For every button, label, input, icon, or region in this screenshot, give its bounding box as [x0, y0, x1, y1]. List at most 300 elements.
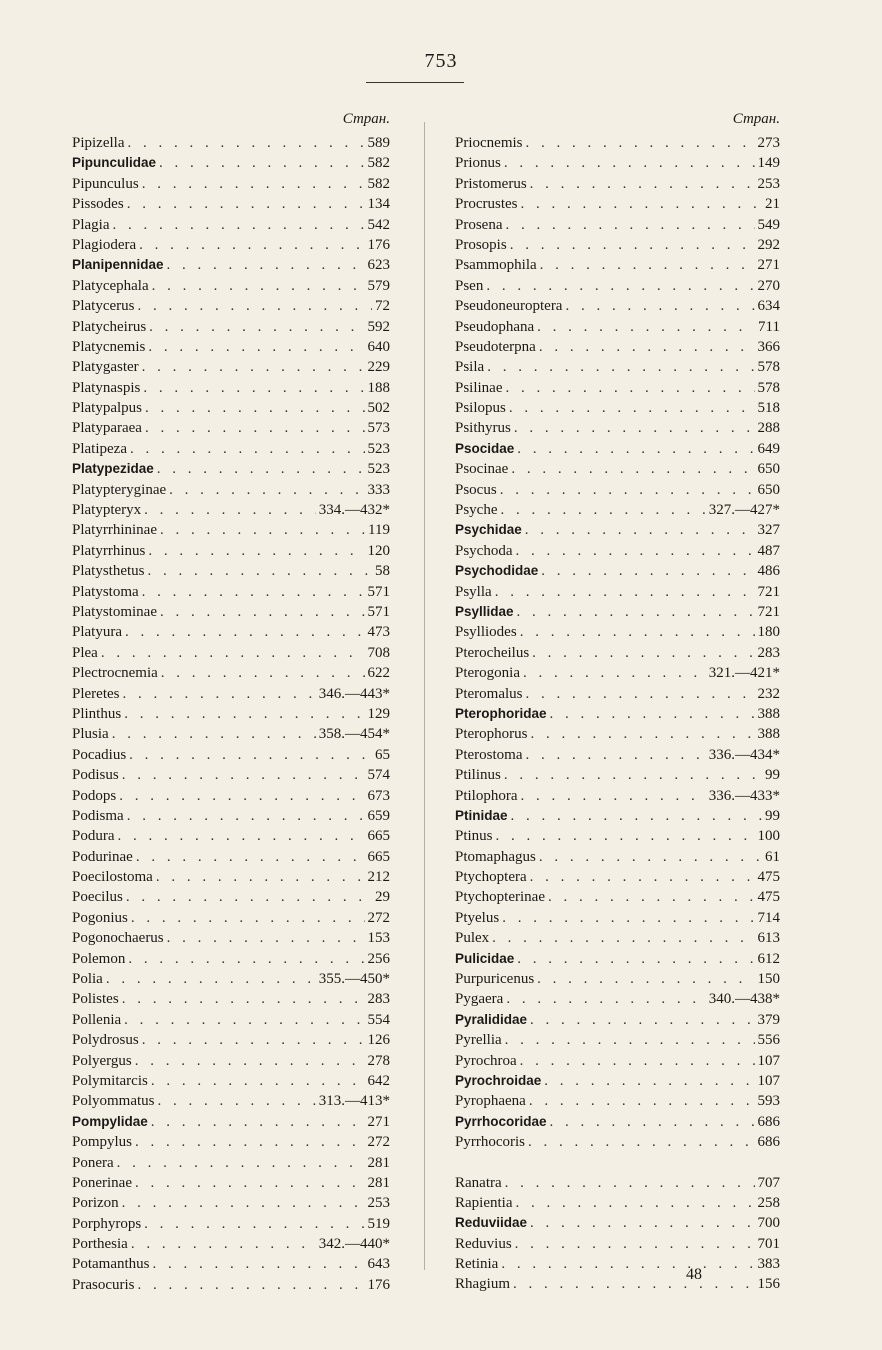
entry-name: Pyralididae [455, 1011, 528, 1027]
entry-name: Psen [455, 277, 484, 294]
dot-leader [126, 887, 372, 907]
entry-name: Pyrophaena [455, 1093, 526, 1110]
entry-name: Platycerus [72, 298, 135, 315]
dot-leader [501, 500, 706, 520]
index-entry [72, 765, 390, 785]
entry-page: 153 [367, 930, 390, 947]
index-entry [72, 643, 390, 663]
dot-leader [153, 1254, 365, 1274]
entry-page: 623 [367, 257, 390, 274]
index-entry [72, 174, 390, 194]
entry-page: 665 [367, 848, 390, 865]
entry-page: 188 [367, 379, 390, 396]
entry-page: 542 [367, 216, 390, 233]
entry-page: 292 [757, 236, 780, 253]
dot-leader [129, 745, 372, 765]
entry-page: 612 [757, 950, 780, 967]
index-entry [72, 786, 390, 806]
entry-name: Psilinae [455, 379, 503, 396]
dot-leader [117, 1153, 365, 1173]
dot-leader [148, 337, 364, 357]
entry-name: Purpuricenus [455, 971, 535, 988]
entry-name: Pogonochaerus [72, 930, 164, 947]
entry-page: 622 [367, 665, 390, 682]
dot-leader [157, 459, 365, 479]
dot-leader [136, 847, 365, 867]
dot-leader [505, 1030, 755, 1050]
dot-leader [544, 1071, 754, 1091]
entry-page: 613 [757, 930, 780, 947]
entry-page: 549 [757, 216, 780, 233]
index-entry [455, 153, 780, 173]
index-entry [455, 765, 780, 785]
entry-name: Pseudoterpna [455, 338, 536, 355]
entry-name: Ptychopterinae [455, 889, 545, 906]
index-entry [455, 602, 780, 622]
index-entry [455, 786, 780, 806]
dot-leader [148, 561, 372, 581]
index-entry [455, 480, 780, 500]
index-entry [455, 561, 780, 581]
index-entry [72, 663, 390, 683]
entry-page: 589 [367, 135, 390, 151]
index-entry [72, 1112, 390, 1132]
entry-name: Ptomaphagus [455, 848, 536, 865]
entry-page: 29 [375, 889, 390, 906]
entry-name: Podops [72, 787, 117, 804]
index-entry [72, 255, 390, 275]
index-entry [72, 704, 390, 724]
dot-leader [506, 378, 755, 398]
entry-page: 592 [367, 318, 390, 335]
dot-leader [130, 439, 365, 459]
index-entry [455, 317, 780, 337]
dot-leader [139, 235, 364, 255]
index-entry [72, 1275, 390, 1295]
index-entry [455, 745, 780, 765]
entry-page: 714 [757, 909, 780, 926]
entry-name: Polyergus [72, 1052, 132, 1069]
entry-page: 229 [367, 359, 390, 376]
index-entry [455, 1071, 780, 1091]
entry-name: Platypteryginae [72, 481, 167, 498]
index-entry [72, 541, 390, 561]
entry-page: 721 [757, 603, 780, 620]
index-entry [455, 806, 780, 826]
entry-name: Psammophila [455, 257, 537, 274]
entry-name: Polyommatus [72, 1093, 155, 1110]
entry-page: 593 [757, 1093, 780, 1110]
index-entry [72, 1091, 390, 1111]
entry-name: Pteromalus [455, 685, 523, 702]
index-entry [455, 133, 780, 153]
index-entry [72, 684, 390, 704]
dot-leader [122, 1193, 365, 1213]
dot-leader [143, 378, 364, 398]
entry-page: 708 [367, 644, 390, 661]
entry-name: Rhagium [455, 1276, 510, 1293]
index-entry [455, 1030, 780, 1050]
dot-leader [532, 643, 754, 663]
dot-leader [514, 418, 755, 438]
entry-page: 574 [367, 767, 390, 784]
dot-leader [531, 724, 755, 744]
index-entry [455, 255, 780, 275]
dot-leader [142, 174, 365, 194]
dot-leader [521, 786, 706, 806]
dot-leader [138, 1275, 365, 1295]
dot-leader [506, 989, 705, 1009]
entry-name: Podurinae [72, 848, 133, 865]
dot-leader [160, 602, 365, 622]
entry-page: 523 [367, 440, 390, 457]
index-entry [72, 1071, 390, 1091]
entry-page: 176 [367, 1276, 390, 1293]
index-entry [72, 459, 390, 479]
dot-leader [523, 663, 706, 683]
entry-page: 554 [367, 1011, 390, 1028]
dot-leader [526, 745, 706, 765]
entry-name: Plagiodera [72, 236, 137, 253]
entry-page: 475 [757, 869, 780, 886]
dot-leader [516, 541, 755, 561]
index-entry [72, 439, 390, 459]
index-entry [72, 357, 390, 377]
index-entry [72, 1051, 390, 1071]
entry-page: 673 [367, 787, 390, 804]
entry-page: 273 [757, 135, 780, 151]
dot-leader [128, 133, 365, 153]
entry-page: 556 [757, 1032, 780, 1049]
entry-name: Platypalpus [72, 400, 142, 417]
index-entries [72, 133, 390, 1295]
entry-name: Pterophorus [455, 726, 528, 743]
entry-name: Prasocuris [72, 1276, 135, 1293]
entry-page: 283 [757, 644, 780, 661]
index-entry [72, 949, 390, 969]
index-entry [455, 541, 780, 561]
dot-leader [487, 357, 754, 377]
entry-name: Pristomerus [455, 175, 527, 192]
dot-leader [112, 724, 316, 744]
entry-name: Platystoma [72, 583, 139, 600]
index-column-right [455, 108, 780, 1295]
entry-page: 665 [367, 828, 390, 845]
entry-page: 700 [757, 1215, 780, 1232]
dot-leader [526, 684, 755, 704]
entry-name: Planipennidae [72, 257, 164, 273]
dot-leader [504, 765, 762, 785]
dot-leader [149, 317, 364, 337]
index-entry [455, 704, 780, 724]
entry-page: 579 [367, 277, 390, 294]
entry-page: 334.—432* [318, 502, 390, 519]
dot-leader [135, 1051, 365, 1071]
dot-leader [495, 582, 755, 602]
dot-leader [502, 908, 754, 928]
index-entry [455, 439, 780, 459]
dot-leader [520, 1051, 755, 1071]
entry-name: Pyrellia [455, 1032, 502, 1049]
index-entry [72, 337, 390, 357]
dot-leader [511, 806, 762, 826]
entry-page: 486 [757, 563, 780, 580]
entry-name: Plea [72, 644, 98, 661]
dot-leader [541, 561, 754, 581]
index-entry [455, 643, 780, 663]
index-entry [455, 337, 780, 357]
entry-name: Pterogonia [455, 665, 520, 682]
entry-name: Platygaster [72, 359, 139, 376]
dot-leader [131, 1234, 316, 1254]
index-entry [72, 378, 390, 398]
dot-leader [161, 663, 365, 683]
index-entry [455, 1173, 780, 1193]
entry-name: Ponerinae [72, 1174, 132, 1191]
dot-leader [525, 520, 755, 540]
dot-leader [151, 1112, 365, 1132]
index-entry [72, 1153, 390, 1173]
dot-leader [142, 582, 365, 602]
entry-page: 582 [367, 175, 390, 192]
dot-leader [122, 684, 315, 704]
index-entry [72, 398, 390, 418]
entry-page: 232 [757, 685, 780, 702]
entry-page: 271 [757, 257, 780, 274]
entry-page: 327 [757, 522, 780, 539]
entry-page: 643 [367, 1256, 390, 1273]
entry-page: 258 [757, 1194, 780, 1211]
entry-page: 388 [757, 705, 780, 722]
entry-name: Platyura [72, 624, 122, 641]
dot-leader [540, 255, 755, 275]
dot-leader [167, 928, 365, 948]
index-entry [455, 1010, 780, 1030]
entry-name: Polia [72, 971, 103, 988]
dot-leader [548, 887, 755, 907]
index-entry [455, 459, 780, 479]
entry-name: Ptyelus [455, 909, 500, 926]
entry-name: Platycnemis [72, 338, 146, 355]
index-entry [455, 1112, 780, 1132]
entry-name: Pseudophana [455, 318, 535, 335]
entry-page: 72 [375, 298, 390, 315]
dot-leader [513, 1274, 755, 1294]
entry-name: Pompylus [72, 1134, 133, 1151]
dot-leader [156, 867, 365, 887]
dot-leader [159, 153, 364, 173]
entry-page: 253 [757, 175, 780, 192]
dot-leader [509, 398, 755, 418]
signature-mark: 48 [686, 1266, 702, 1283]
entry-page: 278 [367, 1052, 390, 1069]
entry-page: 99 [765, 807, 780, 824]
dot-leader [122, 989, 365, 1009]
entry-name: Ptinidae [455, 807, 508, 823]
entry-name: Pseudoneuroptera [455, 298, 563, 315]
index-entry [455, 582, 780, 602]
entry-name: Pyrrhocoridae [455, 1113, 547, 1129]
entry-page: 176 [367, 236, 390, 253]
entry-page: 65 [375, 746, 390, 763]
index-entry [72, 1193, 390, 1213]
entry-page: 578 [757, 359, 780, 376]
entry-name: Psyche [455, 502, 498, 519]
index-entry [455, 663, 780, 683]
dot-leader [526, 133, 755, 153]
entry-name: Pygaera [455, 991, 504, 1008]
dot-leader [529, 1091, 755, 1111]
entry-name: Plusia [72, 726, 109, 743]
entry-name: Potamanthus [72, 1256, 150, 1273]
entry-name: Podura [72, 828, 115, 845]
entry-name: Psychidae [455, 522, 522, 538]
entry-page: 379 [757, 1011, 780, 1028]
index-entry [455, 194, 780, 214]
entry-page: 253 [367, 1195, 390, 1212]
entry-name: Psocus [455, 481, 497, 498]
entry-page: 107 [757, 1072, 780, 1089]
entry-name: Pterophoridae [455, 705, 547, 721]
entry-name: Pleretes [72, 685, 120, 702]
entry-name: Pterostoma [455, 746, 523, 763]
entry-name: Psocinae [455, 461, 509, 478]
index-entry [72, 969, 390, 989]
entry-name: Platycephala [72, 277, 149, 294]
dot-leader [152, 276, 365, 296]
entry-page: 573 [367, 420, 390, 437]
index-entry [455, 215, 780, 235]
entry-name: Reduviidae [455, 1215, 528, 1231]
dot-leader [160, 520, 365, 540]
entry-page: 711 [758, 318, 780, 335]
entry-name: Polydrosus [72, 1032, 139, 1049]
dot-leader [530, 867, 755, 887]
dot-leader [565, 296, 754, 316]
dot-leader [517, 602, 755, 622]
dot-leader [492, 928, 754, 948]
entry-page: 288 [757, 420, 780, 437]
index-entry [72, 724, 390, 744]
index-entry [455, 500, 780, 520]
dot-leader [528, 1132, 755, 1152]
index-entry [455, 1234, 780, 1254]
dot-leader [539, 847, 762, 867]
index-entry [455, 235, 780, 255]
entry-name: Poecilostoma [72, 869, 153, 886]
entry-name: Reduvius [455, 1235, 512, 1252]
index-entry [455, 418, 780, 438]
entry-name: Pissodes [72, 196, 124, 213]
dot-leader [145, 418, 365, 438]
index-entry [455, 174, 780, 194]
entry-page: 487 [757, 542, 780, 559]
entry-name: Pulicidae [455, 950, 515, 966]
entry-name: Prionus [455, 155, 501, 172]
index-entry [72, 867, 390, 887]
entry-page: 571 [367, 583, 390, 600]
dot-leader [501, 1254, 754, 1274]
entry-name: Platyrrhinus [72, 542, 146, 559]
dot-leader [550, 1112, 755, 1132]
section-gap [455, 1153, 780, 1173]
dot-leader [148, 541, 364, 561]
entry-page: 180 [757, 624, 780, 641]
index-entry [72, 745, 390, 765]
dot-leader [135, 1132, 364, 1152]
entry-name: Podisma [72, 807, 124, 824]
index-entry [455, 1274, 780, 1294]
dot-leader [144, 1214, 364, 1234]
entry-name: Platynaspis [72, 379, 141, 396]
index-entry [72, 602, 390, 622]
index-entry [72, 561, 390, 581]
column-header: Стран. [342, 111, 390, 127]
entry-page: 272 [367, 909, 390, 926]
entry-page: 156 [757, 1276, 780, 1293]
index-entry [72, 276, 390, 296]
dot-leader [124, 1010, 364, 1030]
entry-page: 281 [367, 1154, 390, 1171]
index-column-left [72, 108, 390, 1295]
index-entry [72, 215, 390, 235]
entry-name: Ranatra [455, 1174, 502, 1191]
entry-name: Platysthetus [72, 563, 145, 580]
entry-name: Pogonius [72, 909, 128, 926]
index-entry [455, 1051, 780, 1071]
entry-name: Plectrocnemia [72, 665, 158, 682]
index-entry [72, 908, 390, 928]
entry-name: Polymitarcis [72, 1072, 148, 1089]
index-entry [72, 1173, 390, 1193]
entry-page: 313.—413* [318, 1093, 390, 1110]
dot-leader [506, 215, 755, 235]
entry-page: 272 [367, 1134, 390, 1151]
entry-page: 686 [757, 1134, 780, 1151]
index-entry [72, 133, 390, 153]
dot-leader [496, 826, 755, 846]
entry-page: 327.—427* [708, 502, 780, 519]
entry-name: Platypezidae [72, 461, 154, 477]
page-number: 753 [424, 50, 458, 72]
entry-name: Ptilophora [455, 787, 518, 804]
entry-page: 99 [765, 767, 780, 784]
entry-name: Psychoda [455, 542, 513, 559]
dot-leader [127, 194, 365, 214]
index-entry [455, 1193, 780, 1213]
dot-leader [515, 1193, 754, 1213]
index-entry [455, 684, 780, 704]
index-entries [455, 133, 780, 1295]
dot-leader [537, 969, 754, 989]
entry-name: Platyrrhininae [72, 522, 157, 539]
index-entry [455, 276, 780, 296]
dot-leader [125, 622, 365, 642]
entry-name: Pipunculus [72, 175, 139, 192]
dot-leader [520, 622, 755, 642]
entry-page: 650 [757, 481, 780, 498]
entry-page: 149 [757, 155, 780, 172]
entry-name: Platystominae [72, 603, 157, 620]
index-entry [72, 153, 390, 173]
entry-page: 707 [757, 1174, 780, 1191]
entry-name: Ptinus [455, 828, 493, 845]
entry-page: 321.—421* [708, 665, 780, 682]
entry-name: Ptychoptera [455, 869, 527, 886]
entry-name: Pocadius [72, 746, 127, 763]
entry-name: Rapientia [455, 1194, 513, 1211]
entry-name: Pollenia [72, 1011, 122, 1028]
